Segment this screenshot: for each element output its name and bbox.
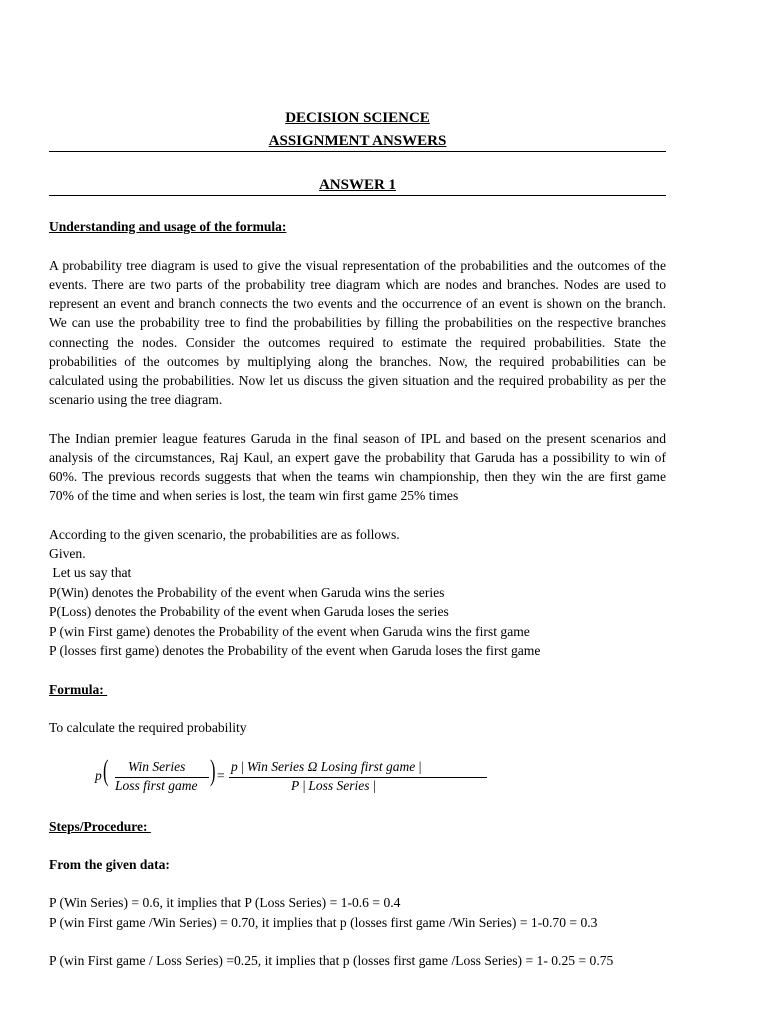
title-rule [49, 151, 666, 152]
given-line: P (Win Series) = 0.6, it implies that P (Loss Series) = 1-0.6 = 0.4 [49, 895, 401, 910]
text-line: P(Loss) denotes the Probability of the event when Garuda loses the series [49, 604, 449, 619]
formula-lhs-denominator: Loss first game [115, 778, 198, 793]
formula-rhs-denominator: P | Loss Series | [291, 778, 376, 793]
text-line: Let us say that [49, 565, 132, 580]
text-line: According to the given scenario, the probabilities are as follows. [49, 527, 400, 542]
section-heading-formula: Formula: [49, 682, 108, 697]
intro-paragraph: A probability tree diagram is used to give the visual representation of the probabilities and the outcomes of the events. There are two parts of the probability tree diagram which are nodes and branches. Nodes are used to represent an event and branch connects the two events and the occurrence of an event is shown on the branch. We can use the probability tree to find the probabilities by filling the probabilities on the respective branches connecting the nodes. Consider the outcomes required to estimate the required probabilities. State the probabilities of the outcomes by multiplying along the branches. Now, the required probabilities can be calculated using the probabilities. Now let us discuss the given situation and the required probability as per the scenario using the tree diagram. [49, 258, 666, 408]
probability-formula [95, 756, 495, 800]
formula-p: p [95, 768, 102, 783]
section-heading-given: From the given data: [49, 857, 170, 872]
formula-intro: To calculate the required probability [49, 720, 247, 735]
text-line: P (win First game) denotes the Probability of the event when Garuda wins the first game [49, 624, 530, 639]
section-heading-understanding: Understanding and usage of the formula: [49, 219, 287, 234]
text-line: P(Win) denotes the Probability of the event when Garuda wins the series [49, 585, 445, 600]
formula-rhs-numerator: p | Win Series Ω Losing first game | [231, 759, 422, 774]
answer-rule [49, 195, 666, 196]
answer-heading: ANSWER 1 [318, 177, 397, 193]
given-line: P (win First game /Win Series) = 0.70, it implies that p (losses first game /Win Series) = 1-0.70 = 0.3 [49, 915, 598, 930]
document-title: DECISION SCIENCE [285, 110, 430, 126]
given-line: P (win First game / Loss Series) =0.25, it implies that p (losses first game /Loss Series) = 1- 0.25 = 0.75 [49, 953, 614, 968]
text-line: P (losses first game) denotes the Probability of the event when Garuda loses the first game [49, 643, 541, 658]
formula-equals: = [217, 768, 225, 783]
text-line: Given. [49, 546, 86, 561]
scenario-paragraph: The Indian premier league features Garuda in the final season of IPL and based on the present scenarios and analysis of the circumstances, Raj Kaul, an expert gave the probability that Garuda has a possibility to win of 60%. The previous records suggests that when the teams win championship, then they win the are first game 70% of the time and when series is lost, the team win first game 25% times [49, 431, 666, 504]
document-subtitle: ASSIGNMENT ANSWERS [268, 133, 447, 149]
section-heading-steps: Steps/Procedure: [49, 819, 151, 834]
formula-left-paren: ( [103, 754, 109, 787]
formula-right-paren: ) [210, 754, 216, 787]
formula-lhs-numerator: Win Series [128, 759, 186, 774]
